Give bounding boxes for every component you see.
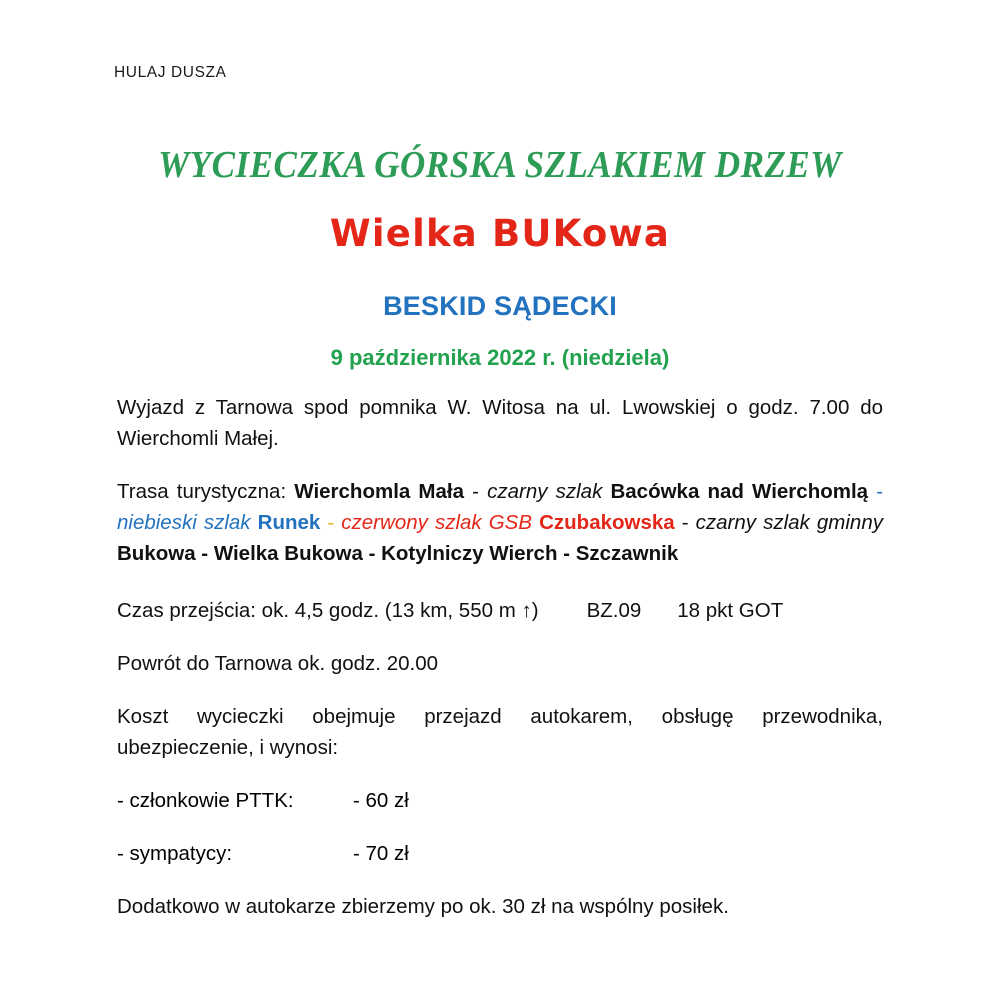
- route-segment: -: [681, 511, 689, 534]
- route-segment: Bacówka nad Wierchomlą: [610, 480, 869, 503]
- route-segment: Czubakowska: [539, 511, 675, 534]
- price-value-members: - 60 zł: [353, 789, 409, 812]
- route-segment: Bukowa - Wielka Bukowa - Kotylniczy Wierch - Szczawnik: [117, 542, 679, 565]
- timing-got-points: 18 pkt GOT: [677, 599, 784, 622]
- region-subtitle: BESKID SĄDECKI: [383, 291, 617, 321]
- route-segment: niebieski szlak: [117, 511, 251, 534]
- route-label: Trasa turystyczna:: [117, 480, 287, 503]
- route-segment: -: [472, 480, 479, 503]
- route-segment: czarny szlak: [487, 480, 603, 503]
- timing-paragraph: [117, 595, 883, 626]
- price-row-members: [117, 785, 883, 816]
- price-label-sympathizers: - sympatycy:: [117, 842, 233, 865]
- route-segment: -: [327, 511, 335, 534]
- display-title-wielka-bukowa: Wielka BUKowa: [329, 212, 671, 255]
- cost-intro-paragraph: Koszt wycieczki obejmuje przejazd autokarem, obsługę przewodnika, ubezpieczenie, i wynosi:: [117, 705, 883, 759]
- timing-route-code: BZ.09: [586, 599, 642, 622]
- route-segment: -: [876, 480, 884, 503]
- route-segment: czerwony szlak GSB: [341, 511, 533, 534]
- body-content: [117, 392, 883, 922]
- organization-mark: HULAJ DUSZA: [114, 64, 227, 81]
- route-segment: Wierchomla Mała: [294, 480, 464, 503]
- return-paragraph: Powrót do Tarnowa ok. godz. 20.00: [117, 652, 438, 675]
- route-segment: Runek: [257, 511, 321, 534]
- price-row-sympathizers: [117, 838, 883, 869]
- page-title: WYCIECZKA GÓRSKA SZLAKIEM DRZEW: [158, 143, 842, 186]
- extra-cost-paragraph: Dodatkowo w autokarze zbierzemy po ok. 30 zł na wspólny posiłek.: [117, 895, 729, 918]
- price-label-members: - członkowie PTTK:: [117, 789, 294, 812]
- departure-paragraph: Wyjazd z Tarnowa spod pomnika W. Witosa na ul. Lwowskiej o godz. 7.00 do Wierchomli Małej.: [117, 396, 883, 450]
- price-value-sympathizers: - 70 zł: [353, 842, 409, 865]
- route-paragraph: [117, 476, 883, 569]
- event-date: 9 października 2022 r. (niedziela): [330, 345, 670, 370]
- route-segment: czarny szlak gminny: [695, 511, 883, 534]
- timing-duration: Czas przejścia: ok. 4,5 godz. (13 km, 550 m ↑): [117, 599, 539, 622]
